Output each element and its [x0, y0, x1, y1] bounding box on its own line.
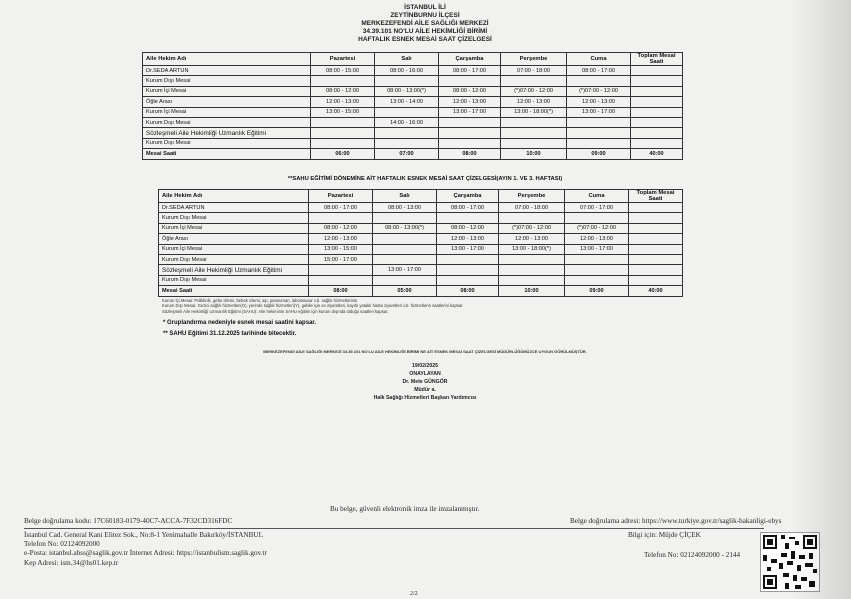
table-cell: 13:00 - 15:00 [309, 244, 373, 254]
table-cell [567, 128, 631, 138]
table-row [143, 107, 683, 117]
table-cell [309, 213, 373, 223]
table-header-row [143, 53, 683, 66]
table-cell: 08:00 - 12:00 [437, 223, 499, 233]
row-label: Kurum Dışı Mesai [159, 213, 309, 223]
table-cell: 12:00 - 13:00 [437, 234, 499, 244]
table-cell [309, 275, 373, 285]
row-label: Sözleşmeli Aile Hekimliği Uzmanlık Eğitimi [159, 265, 309, 275]
table-cell: 07:00 [375, 149, 439, 159]
row-label: Kurum İçi Mesai [143, 86, 311, 96]
table-cell: 13:00 - 15:00 [311, 107, 375, 117]
table-cell: 12:00 - 13:00 [309, 234, 373, 244]
row-label: Kurum İçi Mesai [143, 107, 311, 117]
table-cell [629, 244, 683, 254]
table-cell [439, 128, 501, 138]
note-grouping: * Gruplandırma nedeniyle esnek mesai saatini kapsar. [163, 320, 317, 326]
table-cell [437, 213, 499, 223]
table-cell: 13:00 - 17:00 [373, 265, 437, 275]
table-cell: 08:00 - 17:00 [439, 66, 501, 76]
table-cell: 08:00 - 15:00 [311, 66, 375, 76]
column-header: Çarşamba [439, 53, 501, 66]
table-cell: 12:00 - 13:00 [565, 234, 629, 244]
table-header-row [159, 190, 683, 203]
table-row [143, 76, 683, 86]
table-cell [437, 254, 499, 264]
table-cell: 08:00 [439, 149, 501, 159]
schedule-table-sahu [158, 189, 683, 297]
table-cell: (*)07:00 - 12:00 [499, 223, 565, 233]
table-cell [439, 76, 501, 86]
table-cell: 12:00 - 13:00 [439, 97, 501, 107]
header-unit: 34.39.101 NO'LU AİLE HEKİMLİĞİ BİRİMİ [362, 28, 488, 35]
table-cell: 07:00 - 17:00 [565, 203, 629, 213]
column-header: Perşembe [501, 53, 567, 66]
footer-address: İstanbul Cad. General Kani Elitez Sok., No:8-1 Yenimahalle Bakırköy/İSTANBUL [24, 531, 263, 539]
esign-notice: Bu belge, güvenli elektronik imza ile imzalanmıştır. [330, 505, 480, 513]
approver-name: Dr. Mete GÜNGÖR [402, 379, 448, 385]
row-label: Öğle Arası [143, 97, 311, 107]
table-cell: 10:00 [499, 286, 565, 296]
table-cell: 40:00 [629, 286, 683, 296]
table-cell [311, 138, 375, 148]
table-cell: 14:00 - 16:00 [375, 117, 439, 127]
table-cell: 13:00 - 17:00 [437, 244, 499, 254]
table-cell: 10:00 [501, 149, 567, 159]
footer-kep: Kep Adresi: ism.34@hs01.kep.tr [24, 559, 119, 567]
footer-divider [24, 528, 764, 529]
approver-unit: Halk Sağlığı Hizmetleri Başkan Yardımcısı [373, 395, 477, 401]
table-cell [629, 265, 683, 275]
table-cell [499, 275, 565, 285]
header-district: ZEYTİNBURNU İLÇESİ [390, 12, 460, 19]
legend-line: Kurum İçi Mesai: Poliklinik, gebe izlemi, bebek izlemi, aşı, pansuman, laboratuvar v.b. sağlık hizmetlerinin [162, 298, 358, 303]
table-cell [437, 275, 499, 285]
table-cell: 12:00 - 13:00 [311, 97, 375, 107]
footer-phone-ext: Telefon No: 02124092000 - 2144 [644, 551, 741, 559]
table-row [143, 66, 683, 76]
qr-code-icon [760, 532, 820, 592]
table-row [159, 234, 683, 244]
approval-block [300, 362, 550, 402]
legend [162, 298, 464, 314]
table-cell: 05:00 [373, 286, 437, 296]
table-row [159, 213, 683, 223]
verification-code: Belge doğrulama kodu: 17C60183-0179-40C7-ACCA-7F32CD316FDC [24, 517, 233, 525]
table-cell: 08:00 - 13:00(*) [373, 223, 437, 233]
column-header: Perşembe [499, 190, 565, 203]
table-cell: 07:00 - 18:00 [501, 66, 567, 76]
approver-role: Müdür a. [414, 387, 436, 393]
table-cell [373, 275, 437, 285]
column-header: Aile Hekim Adı [159, 190, 309, 203]
table-row [159, 254, 683, 264]
row-label: Mesai Saati [143, 149, 311, 159]
table-cell [373, 254, 437, 264]
table-row [143, 117, 683, 127]
table-cell: 08:00 [437, 286, 499, 296]
table-cell [439, 138, 501, 148]
table-cell: 13:00 - 17:00 [565, 244, 629, 254]
table-cell: 15:00 - 17:00 [309, 254, 373, 264]
table-cell [499, 254, 565, 264]
table-cell [375, 138, 439, 148]
table-cell: 08:00 - 16:00 [375, 66, 439, 76]
table-cell [311, 128, 375, 138]
column-header: Salı [375, 53, 439, 66]
row-label: Kurum Dışı Mesai [143, 76, 311, 86]
table-cell: 13:00 - 18:00(*) [501, 107, 567, 117]
row-label: Kurum Dışı Mesai [159, 275, 309, 285]
table-cell [629, 275, 683, 285]
table-cell [311, 76, 375, 86]
table-cell [565, 213, 629, 223]
table-row [159, 203, 683, 213]
approval-statement: MERKEZEFENDİ AİLE SAĞLIĞI MERKEZİ 34.39.101 NO'LU AİLE HEKİMLİĞİ BİRİMİ NE AİT ESNEK MESAİ SAAT ÇİZELGESİ MÜDÜRLÜĞÜMÜZCE UYGUN GÖRÜLMÜŞTÜR. [263, 349, 587, 354]
table-cell [499, 265, 565, 275]
table-cell: 08:00 [309, 286, 373, 296]
column-header: Çarşamba [437, 190, 499, 203]
document-header [300, 4, 550, 44]
table-cell: (*)07:00 - 12:00 [501, 86, 567, 96]
column-header: Salı [373, 190, 437, 203]
legend-line: Kurum Dışı Mesai: Gezici sağlık hizmetleri(G), yerinde sağlık hizmetleri(Y), gebile için ev ziyaretleri, kayıtlı yataklı hasta ziyaretleri v.b. hizmetlerin saatlerini kapsar. [162, 303, 464, 309]
column-header: Pazartesi [309, 190, 373, 203]
sahu-table-title: **SAHU EĞİTİMİ DÖNEMİNE AİT HAFTALIK ESNEK MESAİ SAAT ÇİZELGESİ(AYIN 1. VE 3. HAFTASI) [287, 176, 563, 182]
table-cell: 09:00 [565, 286, 629, 296]
table-cell [375, 107, 439, 117]
row-label: Kurum Dışı Mesai [159, 254, 309, 264]
table-cell [631, 117, 683, 127]
row-label: Kurum Dışı Mesai [143, 138, 311, 148]
row-label: Sözleşmeli Aile Hekimliği Uzmanlık Eğitimi [143, 128, 311, 138]
table-cell [567, 76, 631, 86]
table-cell [373, 244, 437, 254]
table-cell [501, 138, 567, 148]
table-cell: 12:00 - 13:00 [499, 234, 565, 244]
table-cell [631, 97, 683, 107]
table-cell [501, 76, 567, 86]
page-number: 2/2 [410, 591, 418, 597]
table-cell: 09:00 [567, 149, 631, 159]
table-cell: 08:00 - 17:00 [309, 203, 373, 213]
table-row [159, 275, 683, 285]
table-cell [501, 117, 567, 127]
table-row [143, 128, 683, 138]
verification-address[interactable]: Belge doğrulama adresi: https://www.turkiye.gov.tr/saglik-bakanligi-ebys [570, 517, 782, 525]
row-label: Kurum İçi Mesai [159, 223, 309, 233]
table-row [159, 244, 683, 254]
table-row [159, 223, 683, 233]
table-cell [565, 265, 629, 275]
header-center: MERKEZEFENDİ AİLE SAĞLIĞI MERKEZİ [361, 20, 489, 27]
table-row [143, 86, 683, 96]
table-cell: 08:00 - 17:00 [437, 203, 499, 213]
footer-email[interactable]: e-Posta: istanbul.abss@saglik.gov.tr İnternet Adresi: https://istanbulism.saglik.gov.tr [24, 549, 267, 557]
row-label: Kurum Dışı Mesai [143, 117, 311, 127]
legend-line: Sözleşmeli Aile Hekimliği Uzmanlık Eğitimi (SAHU): Aile hekiminin SAHU eğitimi için kurum dışında olduğu saatleri kapsar. [162, 308, 389, 314]
column-header: Toplam Mesai Saati [629, 190, 683, 203]
row-label: Öğle Arası [159, 234, 309, 244]
table-cell [311, 117, 375, 127]
table-cell [631, 107, 683, 117]
table-cell [631, 66, 683, 76]
column-header: Cuma [565, 190, 629, 203]
table-cell: 07:00 - 18:00 [499, 203, 565, 213]
header-title: HAFTALIK ESNEK MESAİ SAAT ÇİZELGESİ [358, 36, 492, 43]
table-cell: 06:00 [311, 149, 375, 159]
note-sahu-end: ** SAHU Eğitimi 31.12.2025 tarihinde bitecektir. [163, 331, 297, 337]
approval-status: ONAYLAYAN [409, 371, 441, 377]
column-header: Aile Hekim Adı [143, 53, 311, 66]
table-cell [309, 265, 373, 275]
header-province: İSTANBUL İLİ [404, 4, 446, 11]
table-row [143, 149, 683, 159]
row-label: Dr.SEDA ARTUN [159, 203, 309, 213]
table-cell: 08:00 - 13:00(*) [375, 86, 439, 96]
row-label: Mesai Saati [159, 286, 309, 296]
table-cell [631, 128, 683, 138]
table-cell [373, 213, 437, 223]
table-cell: 08:00 - 12:00 [311, 86, 375, 96]
table-cell: 08:00 - 13:00 [373, 203, 437, 213]
table-cell [439, 117, 501, 127]
table-cell [631, 86, 683, 96]
table-cell [567, 117, 631, 127]
table-cell [375, 76, 439, 86]
table-cell [629, 234, 683, 244]
table-cell: 40:00 [631, 149, 683, 159]
table-row [143, 97, 683, 107]
table-cell: 08:00 - 12:00 [439, 86, 501, 96]
table-cell [437, 265, 499, 275]
table-cell: (*)07:00 - 12:00 [565, 223, 629, 233]
column-header: Toplam Mesai Saati [631, 53, 683, 66]
schedule-table-weekly [142, 52, 683, 160]
table-cell [629, 213, 683, 223]
table-cell [565, 254, 629, 264]
table-cell [629, 223, 683, 233]
table-row [143, 138, 683, 148]
table-cell: 13:00 - 14:00 [375, 97, 439, 107]
table-cell [567, 138, 631, 148]
table-cell: 08:00 - 12:00 [309, 223, 373, 233]
table-cell [631, 138, 683, 148]
table-cell [565, 275, 629, 285]
table-cell [501, 128, 567, 138]
column-header: Pazartesi [311, 53, 375, 66]
row-label: Kurum İçi Mesai [159, 244, 309, 254]
footer-contact: Bilgi için: Müjde ÇİÇEK [628, 531, 701, 539]
table-cell: 08:00 - 17:00 [567, 66, 631, 76]
footer-phone: Telefon No: 02124092000 [24, 540, 100, 548]
table-cell: 13:00 - 17:00 [439, 107, 501, 117]
row-label: Dr.SEDA ARTUN [143, 66, 311, 76]
table-cell [375, 128, 439, 138]
table-cell [499, 213, 565, 223]
table-cell: 13:00 - 18:00(*) [499, 244, 565, 254]
table-cell [629, 254, 683, 264]
approval-date: 19/02/2025 [412, 363, 438, 369]
table-cell [631, 76, 683, 86]
table-cell: (*)07:00 - 12:00 [567, 86, 631, 96]
table-cell [373, 234, 437, 244]
table-row [159, 265, 683, 275]
table-row [159, 286, 683, 296]
table-cell: 12:00 - 13:00 [567, 97, 631, 107]
table-cell [629, 203, 683, 213]
table-cell: 12:00 - 13:00 [501, 97, 567, 107]
column-header: Cuma [567, 53, 631, 66]
table-cell: 13:00 - 17:00 [567, 107, 631, 117]
